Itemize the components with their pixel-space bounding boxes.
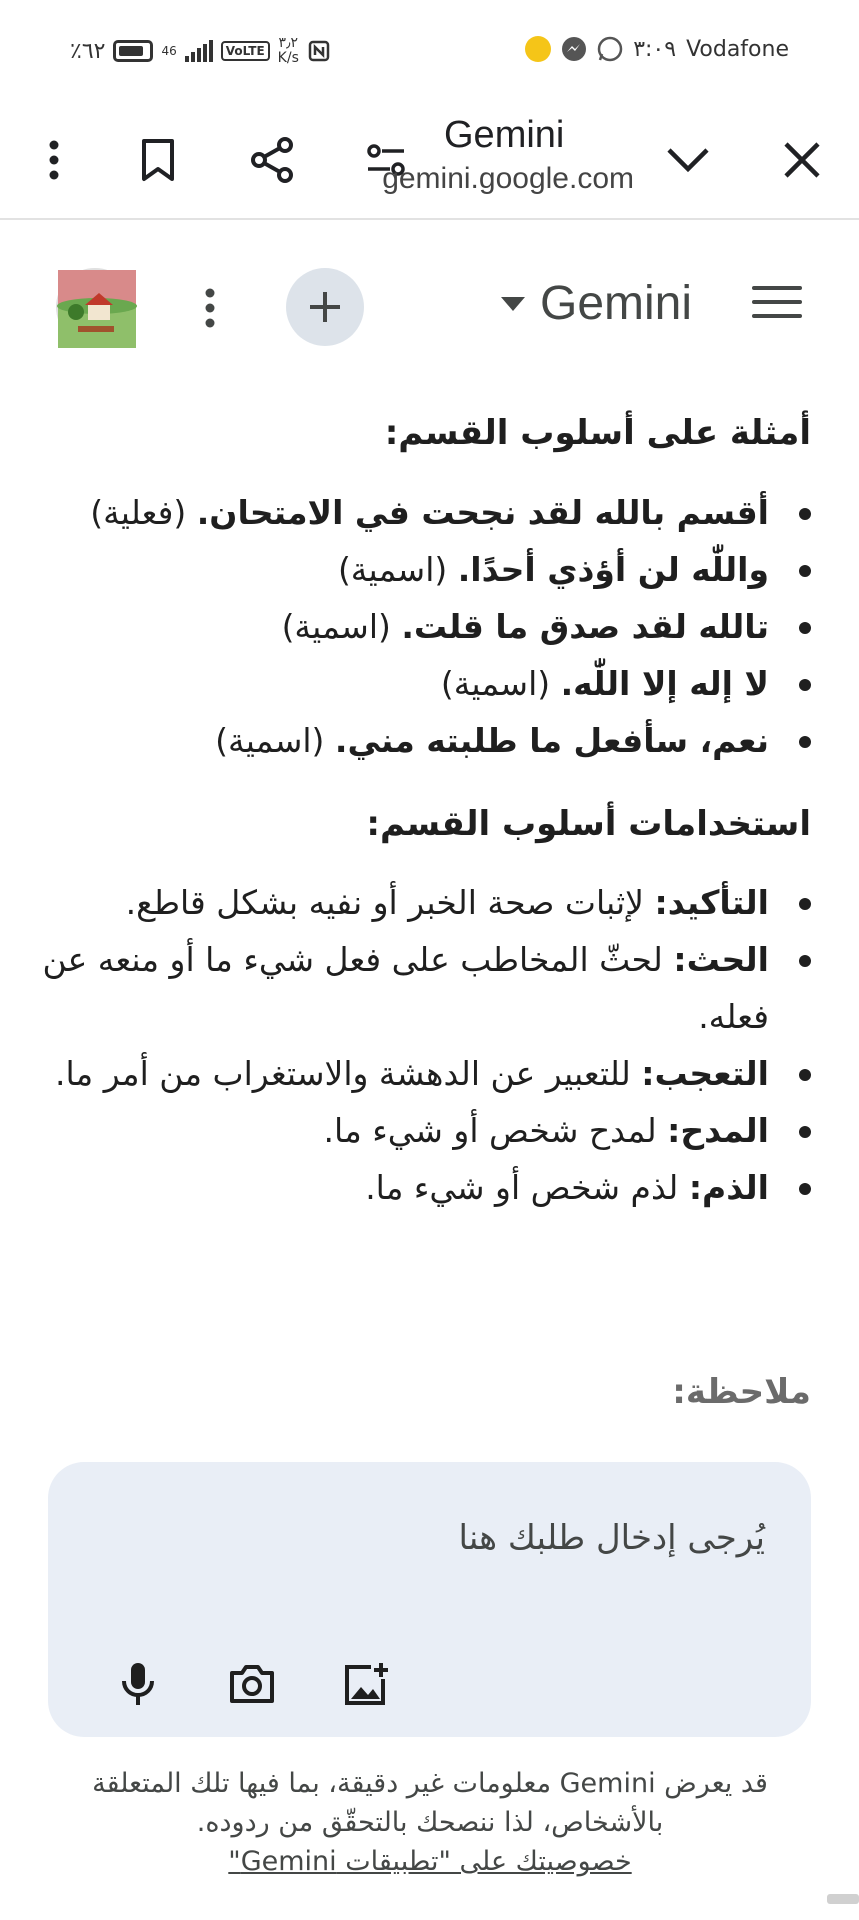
close-tab-button[interactable] — [772, 130, 832, 190]
messenger-icon — [561, 36, 587, 62]
status-bar-left — [70, 36, 331, 66]
use-desc: لإثبات صحة الخبر أو نفيه بشكل قاطع. — [125, 883, 644, 923]
status-bar — [0, 0, 859, 100]
network-speed-value: ٣٫٢ — [278, 35, 299, 51]
camera-icon — [228, 1663, 276, 1705]
minimize-button[interactable] — [658, 130, 718, 190]
chat-options-button[interactable] — [190, 278, 230, 338]
nfc-icon — [307, 39, 331, 63]
list-item — [21, 484, 811, 541]
privacy-link[interactable]: خصوصيتك على "تطبيقات Gemini" — [228, 1846, 632, 1877]
more-vert-icon — [203, 286, 217, 330]
dropdown-arrow-icon — [500, 296, 526, 312]
uses-list — [21, 874, 811, 1216]
microphone-button[interactable] — [108, 1654, 168, 1714]
avatar[interactable] — [56, 268, 134, 346]
add-image-button[interactable] — [336, 1654, 396, 1714]
app-header — [0, 220, 859, 390]
share-button[interactable] — [242, 130, 302, 190]
example-text: واللّٰه لن أؤذي أحدًا. — [457, 549, 769, 589]
list-item — [21, 1102, 811, 1159]
use-desc: لمدح شخص أو شيء ما. — [323, 1111, 657, 1151]
use-term: التأكيد: — [654, 883, 769, 923]
microphone-icon — [121, 1661, 155, 1707]
use-term: التعجب: — [641, 1054, 769, 1094]
whatsapp-icon — [597, 36, 623, 62]
prompt-placeholder[interactable]: يُرجى إدخال طلبك هنا — [458, 1518, 765, 1558]
menu-line — [752, 300, 802, 304]
carrier-name: Vodafone — [686, 36, 789, 62]
share-icon — [248, 136, 296, 184]
battery-icon — [113, 40, 153, 62]
response-content — [21, 410, 811, 1216]
uses-heading: استخدامات أسلوب القسم: — [366, 803, 811, 844]
use-term: المدح: — [667, 1111, 769, 1151]
page-url[interactable]: gemini.google.com — [382, 162, 634, 195]
example-type: (اسمية) — [337, 549, 448, 589]
list-item — [21, 712, 811, 769]
example-text: نعم، سأفعل ما طلبته مني. — [334, 720, 769, 760]
list-item — [21, 874, 811, 931]
close-icon — [783, 141, 821, 179]
avatar-image — [58, 270, 136, 348]
examples-heading: أمثلة على أسلوب القسم: — [384, 413, 811, 453]
browser-menu-button[interactable] — [24, 130, 84, 190]
status-bar-right — [525, 36, 789, 62]
bookmark-icon — [140, 138, 176, 182]
example-type: (اسمية) — [440, 663, 551, 703]
example-type: (فعلية) — [90, 492, 187, 532]
use-desc: للتعبير عن الدهشة والاستغراب من أمر ما. — [55, 1054, 631, 1094]
example-text: لا إله إلا اللّٰه. — [560, 663, 769, 703]
network-speed — [278, 36, 299, 66]
volte-badge: VoLTE — [221, 41, 270, 61]
plus-icon — [307, 289, 343, 325]
use-desc: لحثّ المخاطب على فعل شيء ما أو منعه عن فعله. — [42, 940, 769, 1037]
example-type: (اسمية) — [215, 720, 325, 760]
example-type: (اسمية) — [281, 606, 391, 646]
page-title: Gemini — [444, 114, 565, 156]
menu-line — [752, 314, 802, 318]
example-text: أقسم بالله لقد نجحت في الامتحان. — [196, 492, 769, 532]
menu-line — [752, 286, 802, 290]
model-switcher[interactable] — [500, 276, 692, 331]
note-heading: ملاحظة: — [672, 1372, 811, 1412]
disclaimer — [60, 1764, 800, 1881]
brand-name: Gemini — [540, 277, 693, 330]
list-item — [21, 541, 811, 598]
list-item — [21, 1159, 811, 1216]
menu-button[interactable] — [752, 286, 802, 330]
use-desc: لذم شخص أو شيء ما. — [365, 1168, 679, 1208]
list-item — [21, 598, 811, 655]
more-vert-icon — [46, 138, 62, 182]
use-term: الحث: — [673, 940, 769, 980]
scroll-handle[interactable] — [827, 1894, 859, 1904]
network-speed-unit: K/s — [277, 50, 299, 66]
camera-button[interactable] — [222, 1654, 282, 1714]
new-chat-button[interactable] — [286, 268, 364, 346]
notification-app-icon — [525, 36, 551, 62]
prompt-input-box[interactable] — [48, 1462, 811, 1737]
chevron-down-icon — [666, 146, 710, 174]
clock: ٣:٠٩ — [633, 36, 677, 62]
network-type: 46 — [161, 44, 177, 58]
list-item — [21, 655, 811, 712]
bookmark-button[interactable] — [128, 130, 188, 190]
add-photo-icon — [343, 1661, 389, 1707]
signal-icon — [185, 40, 213, 62]
disclaimer-text: قد يعرض Gemini معلومات غير دقيقة، بما فيها تلك المتعلقة بالأشخاص، لذا ننصحك بالتحقّق من ردوده. — [92, 1768, 768, 1838]
battery-percent: ٪٦٢ — [70, 38, 106, 64]
browser-toolbar — [0, 100, 859, 220]
list-item — [21, 1045, 811, 1102]
list-item — [21, 931, 811, 1045]
use-term: الذم: — [688, 1168, 769, 1208]
examples-list — [21, 484, 811, 769]
example-text: تالله لقد صدق ما قلت. — [401, 606, 769, 646]
